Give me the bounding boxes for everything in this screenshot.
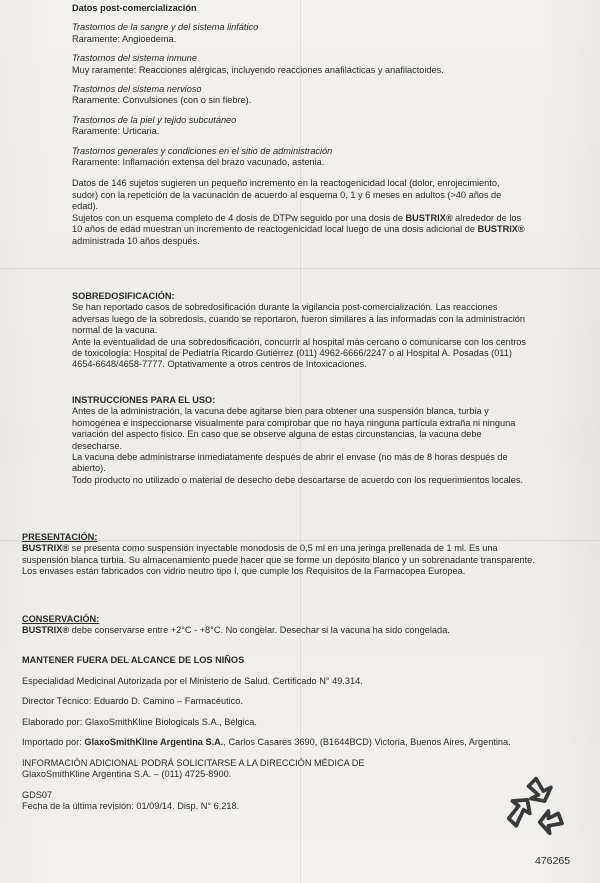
reaction-text: Raramente: Convulsiones (con o sin fiebre). xyxy=(72,95,252,106)
overdose-paragraph: Se han reportado casos de sobredosificación durante la vigilancia post-comercialización. Las reacciones adversas luego de la sobredosis, cuando se reportaron, fueron similares a las informadas con la administración normal de la vacuna. xyxy=(72,302,525,336)
children-warning: MANTENER FUERA DEL ALCANCE DE LOS NIÑOS xyxy=(22,655,245,665)
presentation-section xyxy=(22,532,537,578)
overdose-section xyxy=(72,291,537,371)
storage-text: BUSTRIX® debe conservarse entre +2°C - +8°C. No congelar. Desechar si la vacuna ha sido congelada. xyxy=(22,625,450,636)
gds-code: GDS07 xyxy=(22,789,53,800)
leaflet-code: 476265 xyxy=(535,855,571,867)
presentation-paragraph: BUSTRIX® se presenta como suspensión inyectable monodosis de 0,5 ml en una jeringa prellenada de 1 ml. Es una suspensión blanca turbia. Su almacenamiento puede hacer que se forme un depósito blanco y un sobrenadante transparente. xyxy=(22,543,535,565)
section-title: SOBREDOSIFICACIÓN: xyxy=(72,291,175,301)
revision-date: Fecha de la última revisión: 01/09/14. Disp. N° 6.218. xyxy=(22,801,240,811)
section-title: PRESENTACIÓN: xyxy=(22,532,98,542)
category-label: Trastornos de la sangre y del sistema linfático xyxy=(72,22,259,33)
instructions-paragraph: Todo producto no utilizado o material de desecho debe descartarse de acuerdo con los requerimientos locales. xyxy=(72,474,523,485)
reactogenicity-paragraph: Datos de 146 sujetos sugieren un pequeño incremento en la reactogenicidad local (dolor, enrojecimiento, sudor) con la repetición de la vacunación de acuerdo al esquema 0, 1 y 6 meses en adultos (>40 años de edad). xyxy=(72,178,502,212)
info-line: INFORMACIÓN ADICIONAL PODRÁ SOLICITARSE A LA DIRECCIÓN MÉDICA DE xyxy=(22,757,365,768)
category-label: Trastornos de la piel y tejido subcutáneo xyxy=(72,114,237,125)
storage-section xyxy=(22,614,537,637)
info-line: GlaxoSmithKline Argentina S.A. – (011) 4725-8900. xyxy=(22,769,232,779)
section-title: Datos post-comercialización xyxy=(72,3,197,13)
category-label: Trastornos del sistema nervioso xyxy=(72,84,202,95)
instructions-paragraph: Antes de la administración, la vacuna debe agitarse bien para obtener una suspensión blanca, turbia y homogénea e inspeccionarse visualmente para comprobar que no haya ninguna partícula extraña ni ninguna variación del aspecto físico. En caso que se observe alguna de estas circunstancias, la vacuna debe desecharse. xyxy=(72,406,516,451)
recycle-icon xyxy=(505,775,567,837)
category-label: Trastornos del sistema inmune xyxy=(72,53,197,64)
overdose-contacts-paragraph: Ante la eventualidad de una sobredosificación, concurrir al hospital más cercano o comunicarse con los centros de toxicología: Hospital de Pediatría Ricardo Gutiérrez (011) 4962-6666/2247 o al Hospital A. Posadas (011) 4654-6648/4658-7777. Optativamente a otros centros de Intoxicaciones. xyxy=(72,336,527,370)
director-text: Director Técnico: Eduardo D. Camino – Farmacéutico. xyxy=(22,696,243,706)
instructions-section xyxy=(72,395,530,486)
presentation-paragraph-2: Los envases están fabricados con vidrio neutro tipo I, que cumple los Requisitos de la Farmacopea Europea. xyxy=(22,566,466,577)
reaction-text: Raramente: Urticaria. xyxy=(72,126,160,137)
reactogenicity-paragraph-2: Sujetos con un esquema completo de 4 dosis de DTPw seguido por una dosis de BUSTRIX® alrededor de los 10 años de edad muestran un incremento de reactogenicidad local luego de una dosis adicional de BUSTRIX® administrada 10 años después. xyxy=(72,212,525,246)
specialty-text: Especialidad Medicinal Autorizada por el Ministerio de Salud. Certificado N° 49.314. xyxy=(22,675,363,686)
footer-section xyxy=(22,655,582,813)
section-title: INSTRUCCIONES PARA EL USO: xyxy=(72,395,216,405)
category-label: Trastornos generales y condiciones en el sitio de administración xyxy=(72,145,333,156)
reaction-text: Muy raramente: Reacciones alérgicas, incluyendo reacciones anafilácticas y anafilactoides. xyxy=(72,64,444,75)
importer-text: Importado por: GlaxoSmithKline Argentina S.A., Carlos Casares 3690, (B1644BCD) Victoria, Buenos Aires, Argentina. xyxy=(22,737,511,747)
reaction-text: Raramente: Angioedema. xyxy=(72,33,177,44)
reaction-text: Raramente: Inflamación extensa del brazo vacunado, astenia. xyxy=(72,157,325,168)
section-title: CONSERVACIÓN: xyxy=(22,614,100,624)
postmarketing-section xyxy=(72,3,542,247)
manufacturer-text: Elaborado por: GlaxoSmithKline Biologicals S.A., Bélgica. xyxy=(22,716,257,727)
instructions-paragraph: La vacuna debe administrarse inmediatamente después de abrir el envase (no más de 8 horas después de abierto). xyxy=(72,452,508,474)
